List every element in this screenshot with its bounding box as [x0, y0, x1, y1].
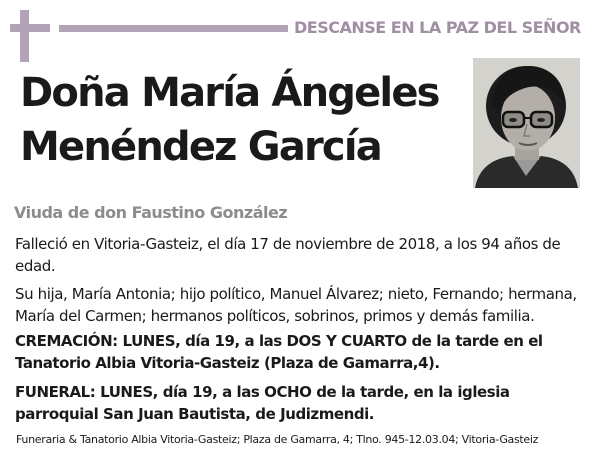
deceased-name-line1: Doña María Ángeles — [20, 70, 439, 116]
deceased-name-line2: Menéndez García — [20, 124, 381, 170]
family-paragraph: Su hija, María Antonia; hijo político, Manuel Álvarez; nieto, Fernando; hermana, María del Carmen; hermanos políticos, sobrinos, primos y demás familia. — [15, 285, 577, 325]
cremation-paragraph: CREMACIÓN: LUNES, día 19, a las DOS Y CUARTO de la tarde en el Tanatorio Albia Vitoria-Gasteiz (Plaza de Gamarra,4). — [15, 332, 543, 372]
header-divider — [59, 25, 288, 32]
widow-subtitle: Viuda de don Faustino González — [14, 203, 288, 222]
portrait-illustration — [473, 58, 580, 188]
deceased-name — [20, 66, 460, 174]
death-notice-paragraph: Falleció en Vitoria-Gasteiz, el día 17 de noviembre de 2018, a los 94 años de edad. — [15, 235, 561, 275]
funeral-paragraph: FUNERAL: LUNES, día 19, a las OCHO de la tarde, en la iglesia parroquial San Juan Bautista, de Judizmendi. — [15, 383, 510, 423]
portrait-photo — [473, 58, 580, 188]
funeral-home-footer: Funeraria & Tanatorio Albia Vitoria-Gasteiz; Plaza de Gamarra, 4; Tlno. 945-12.03.04; Vitoria-Gasteiz — [16, 433, 539, 446]
header-title: DESCANSE EN LA PAZ DEL SEÑOR — [294, 18, 581, 37]
cross-icon-vertical — [20, 10, 29, 62]
cross-icon-horizontal — [10, 24, 50, 32]
